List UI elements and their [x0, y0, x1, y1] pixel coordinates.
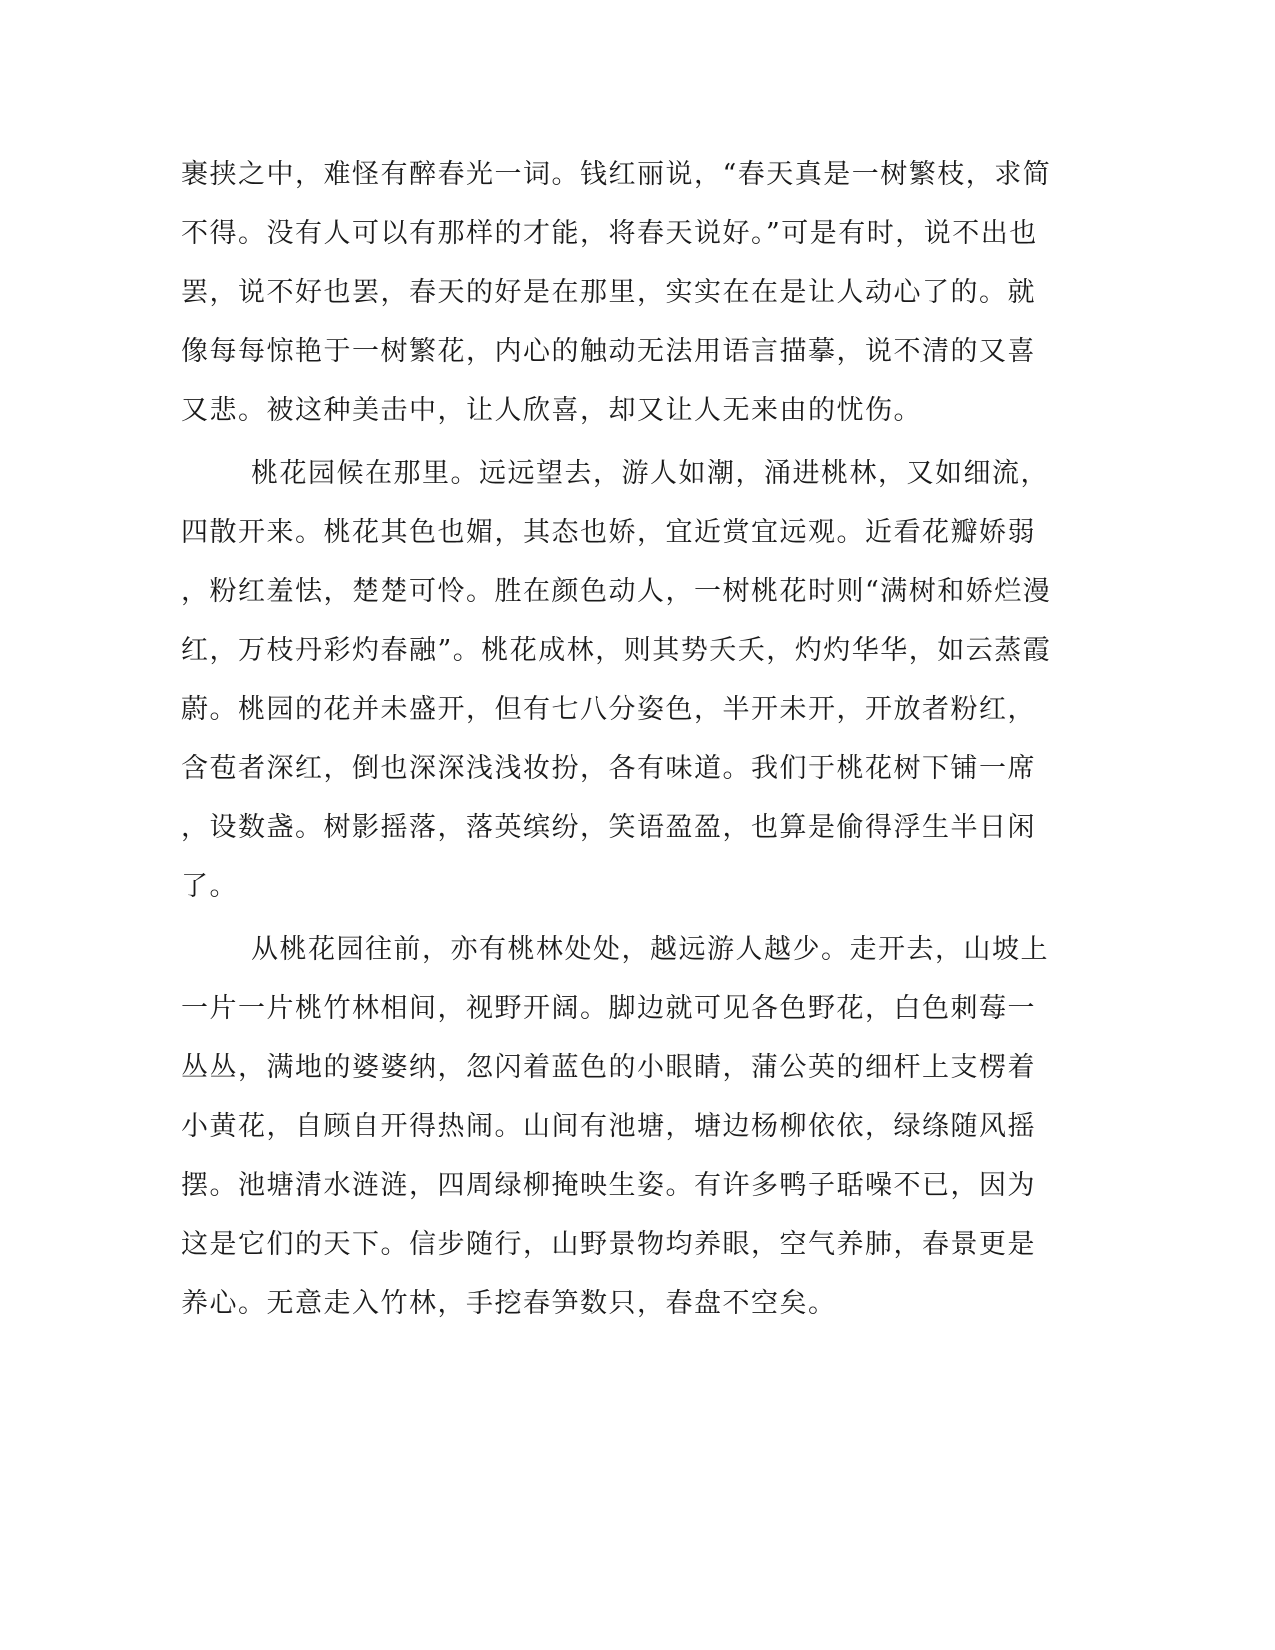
text-line: 不得。没有人可以有那样的才能，将春天说好。”可是有时，说不出也	[181, 218, 1038, 249]
text-line: 四散开来。桃花其色也媚，其态也娇，宜近赏宜远观。近看花瓣娇弱	[181, 517, 1036, 548]
text-line: 裹挟之中，难怪有醉春光一词。钱红丽说，“春天真是一树繁枝，求简	[181, 159, 1052, 190]
text-line: 养心。无意走入竹林，手挖春笋数只，春盘不空矣。	[181, 1288, 837, 1319]
text-line: 蔚。桃园的花并未盛开，但有七八分姿色，半开未开，开放者粉红，	[181, 694, 1036, 725]
text-line: 小黄花，自顾自开得热闹。山间有池塘，塘边杨柳依依，绿绦随风摇	[181, 1111, 1036, 1142]
text-line: 摆。池塘清水涟涟，四周绿柳掩映生姿。有许多鸭子聒噪不已，因为	[181, 1170, 1036, 1201]
text-line: 红，万枝丹彩灼春融”。桃花成林，则其势夭夭，灼灼华华，如云蒸霞	[181, 635, 1052, 666]
text-line: 这是它们的天下。信步随行，山野景物均养眼，空气养肺，春景更是	[181, 1229, 1036, 1260]
text-line-paragraph-start: 从桃花园往前，亦有桃林处处，越远游人越少。走开去，山坡上	[251, 934, 1049, 965]
text-line-paragraph-start: 桃花园候在那里。远远望去，游人如潮，涌进桃林，又如细流，	[251, 458, 1049, 489]
text-line: 一片一片桃竹林相间，视野开阔。脚边就可见各色野花，白色刺莓一	[181, 993, 1036, 1024]
text-line: 又悲。被这种美击中，让人欣喜，却又让人无来由的忧伤。	[181, 395, 922, 426]
text-line: 了。	[181, 871, 238, 902]
text-line: 像每每惊艳于一树繁花，内心的触动无法用语言描摹，说不清的又喜	[181, 336, 1036, 367]
text-line: 罢，说不好也罢，春天的好是在那里，实实在在是让人动心了的。就	[181, 277, 1036, 308]
text-line: 丛丛，满地的婆婆纳，忽闪着蓝色的小眼睛，蒲公英的细杆上支楞着	[181, 1052, 1036, 1083]
text-line: 含苞者深红，倒也深深浅浅妆扮，各有味道。我们于桃花树下铺一席	[181, 753, 1036, 784]
text-line: ，设数盏。树影摇落，落英缤纷，笑语盈盈，也算是偷得浮生半日闲	[181, 812, 1036, 843]
text-line: ，粉红羞怯，楚楚可怜。胜在颜色动人，一树桃花时则“满树和娇烂漫	[181, 576, 1052, 607]
